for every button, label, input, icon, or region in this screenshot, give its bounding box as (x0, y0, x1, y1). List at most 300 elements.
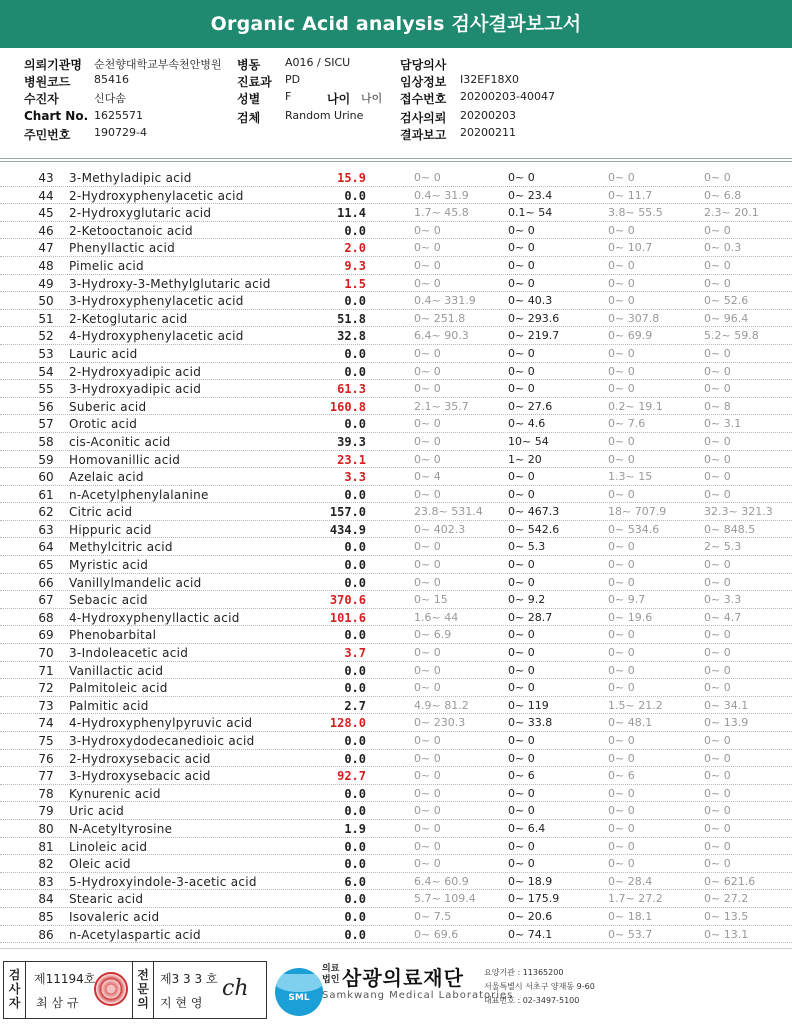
reference-range-2: 0~ 293.6 (508, 311, 560, 325)
reference-range-1: 0.4~ 331.9 (414, 294, 476, 308)
receipt-label: 접수번호 (400, 92, 447, 106)
reference-range-3: 0~ 0 (608, 839, 635, 853)
row-number: 82 (38, 857, 54, 872)
reference-range-3: 1.7~ 27.2 (608, 892, 663, 906)
result-value: 6.0 (344, 874, 366, 889)
reference-range-1: 0~ 0 (414, 646, 441, 660)
row-number: 74 (38, 716, 54, 731)
result-value: 1.5 (344, 276, 366, 291)
compound-name: Linoleic acid (69, 839, 148, 854)
org-contact (484, 966, 595, 1008)
reference-range-1: 1.7~ 45.8 (414, 206, 469, 220)
table-row (0, 644, 792, 662)
reference-range-4: 0~ 3.1 (704, 417, 742, 431)
reference-range-3: 1.3~ 15 (608, 470, 653, 484)
table-row (0, 451, 792, 469)
reference-range-1: 0.4~ 31.9 (414, 188, 469, 202)
reference-range-2: 0~ 0 (508, 470, 535, 484)
compound-name: Azelaic acid (69, 470, 144, 485)
row-number: 52 (38, 329, 54, 344)
reference-range-2: 0~ 5.3 (508, 540, 546, 554)
signature-box (3, 961, 267, 1019)
result-value: 92.7 (337, 769, 366, 784)
reference-range-4: 0~ 13.1 (704, 927, 749, 941)
result-value: 23.1 (337, 452, 366, 467)
reference-range-2: 0~ 119 (508, 698, 549, 712)
reference-range-1: 0~ 69.6 (414, 927, 459, 941)
reference-range-3: 0~ 0 (608, 751, 635, 765)
row-number: 80 (38, 821, 54, 836)
patient-label: 수진자 (24, 92, 59, 106)
table-row (0, 574, 792, 592)
reference-range-1: 0~ 0 (414, 417, 441, 431)
reference-range-4: 0~ 0 (704, 786, 731, 800)
compound-name: n-Acetylaspartic acid (69, 927, 201, 942)
result-value: 51.8 (337, 311, 366, 326)
reference-range-3: 0~ 0 (608, 786, 635, 800)
reference-range-4: 0~ 0 (704, 821, 731, 835)
header-divider-2 (0, 161, 792, 162)
reference-range-4: 0~ 8 (704, 399, 731, 413)
reference-range-3: 0~ 10.7 (608, 241, 653, 255)
table-row (0, 292, 792, 310)
compound-name: Stearic acid (69, 892, 144, 907)
reference-range-4: 0~ 96.4 (704, 311, 749, 325)
reference-range-4: 0~ 0 (704, 258, 731, 272)
table-row (0, 239, 792, 257)
org-name: 삼광의료재단 (342, 966, 464, 990)
reference-range-4: 0~ 0 (704, 734, 731, 747)
signature-mark: ch (222, 976, 249, 1001)
row-number: 70 (38, 646, 54, 661)
table-row (0, 873, 792, 891)
row-number: 78 (38, 786, 54, 801)
table-row (0, 591, 792, 609)
table-row (0, 415, 792, 433)
reference-range-3: 0~ 0 (608, 681, 635, 695)
reference-range-3: 0~ 0 (608, 734, 635, 747)
table-row (0, 679, 792, 697)
row-number: 49 (38, 276, 54, 291)
reference-range-1: 0~ 0 (414, 734, 441, 747)
reference-range-1: 0~ 0 (414, 434, 441, 448)
reference-range-2: 0~ 0 (508, 223, 535, 237)
reference-range-1: 0~ 0 (414, 575, 441, 589)
reference-range-3: 0~ 48.1 (608, 716, 653, 730)
row-number: 46 (38, 223, 54, 238)
reference-range-3: 0~ 0 (608, 364, 635, 378)
reference-range-1: 0~ 0 (414, 346, 441, 360)
reference-range-2: 0~ 28.7 (508, 610, 553, 624)
reference-range-2: 0~ 467.3 (508, 505, 560, 519)
reference-range-2: 0~ 0 (508, 734, 535, 747)
result-value: 157.0 (329, 505, 366, 520)
reference-range-4: 0~ 27.2 (704, 892, 749, 906)
row-number: 56 (38, 399, 54, 414)
reference-range-3: 0~ 18.1 (608, 909, 653, 923)
code-label: 병원코드 (24, 75, 71, 89)
compound-name: Palmitoleic acid (69, 681, 168, 696)
result-table (0, 169, 792, 943)
reference-range-4: 0~ 0 (704, 628, 731, 642)
reference-range-4: 0~ 13.9 (704, 716, 749, 730)
table-row (0, 855, 792, 873)
reference-range-2: 0~ 20.6 (508, 909, 553, 923)
row-number: 59 (38, 452, 54, 467)
result-value: 0.0 (344, 734, 366, 748)
reference-range-3: 0~ 0 (608, 171, 635, 184)
reference-range-4: 5.2~ 59.8 (704, 329, 759, 343)
result-value: 0.0 (344, 663, 366, 678)
compound-name: 3-Hydroxy-3-Methylglutaric acid (69, 276, 271, 291)
compound-name: 2-Hydroxyphenylacetic acid (69, 188, 244, 203)
compound-name: 3-Methyladipic acid (69, 171, 192, 185)
reference-range-1: 0~ 0 (414, 821, 441, 835)
table-row (0, 838, 792, 856)
row-number: 44 (38, 188, 54, 203)
compound-name: Kynurenic acid (69, 786, 161, 801)
compound-name: Methylcitric acid (69, 540, 173, 555)
specialist-label: 전문의 (132, 962, 154, 1018)
compound-name: 2-Ketoglutaric acid (69, 311, 188, 326)
reference-range-2: 0~ 18.9 (508, 874, 553, 888)
reference-range-2: 0~ 0 (508, 804, 535, 818)
compound-name: Oleic acid (69, 857, 131, 872)
reference-range-3: 0~ 0 (608, 558, 635, 572)
hospital-value: 순천향대학교부속천안병원 (94, 58, 222, 71)
age-value: 나이 (361, 92, 383, 105)
compound-name: Vanillylmandelic acid (69, 575, 202, 590)
reference-range-2: 0~ 0 (508, 663, 535, 677)
result-value: 1.9 (344, 821, 366, 836)
reference-range-3: 0~ 307.8 (608, 311, 660, 325)
reference-range-3: 0~ 0 (608, 434, 635, 448)
reference-range-4: 0~ 0 (704, 470, 731, 484)
reference-range-4: 0~ 0 (704, 646, 731, 660)
doctor-label: 담당의사 (400, 58, 447, 72)
row-number: 57 (38, 417, 54, 432)
table-row (0, 890, 792, 908)
table-row (0, 363, 792, 381)
reference-range-2: 0~ 23.4 (508, 188, 553, 202)
result-value: 32.8 (337, 329, 366, 344)
reference-range-4: 0~ 34.1 (704, 698, 749, 712)
result-value: 0.0 (344, 417, 366, 432)
reference-range-3: 0~ 19.6 (608, 610, 653, 624)
result-value: 0.0 (344, 892, 366, 907)
reference-range-2: 10~ 54 (508, 434, 549, 448)
org-address: 서울특별시 서초구 양재동 9-60 (484, 982, 595, 991)
row-number: 81 (38, 839, 54, 854)
report-footer (0, 958, 792, 1026)
row-number: 50 (38, 294, 54, 309)
compound-name: 2-Hydroxysebacic acid (69, 751, 211, 766)
reference-range-1: 0~ 0 (414, 839, 441, 853)
table-row (0, 521, 792, 539)
table-row (0, 538, 792, 556)
reference-range-2: 0~ 6.4 (508, 821, 546, 835)
reference-range-4: 0~ 6.8 (704, 188, 742, 202)
compound-name: 4-Hydroxyphenylacetic acid (69, 329, 244, 344)
reference-range-3: 0~ 0 (608, 857, 635, 871)
row-number: 86 (38, 927, 54, 942)
compound-name: 4-Hydroxyphenyllactic acid (69, 610, 240, 625)
result-value: 9.3 (344, 258, 366, 273)
row-number: 84 (38, 892, 54, 907)
compound-name: Myristic acid (69, 558, 149, 573)
reference-range-1: 2.1~ 35.7 (414, 399, 469, 413)
row-number: 68 (38, 610, 54, 625)
regno-value: 190729-4 (94, 126, 147, 139)
reference-range-4: 0~ 3.3 (704, 593, 742, 607)
table-row (0, 802, 792, 820)
reference-range-1: 0~ 0 (414, 258, 441, 272)
reference-range-4: 2.3~ 20.1 (704, 206, 759, 220)
org-code: 요양기관 : 11365200 (484, 968, 564, 977)
reference-range-1: 6.4~ 60.9 (414, 874, 469, 888)
reference-range-4: 0~ 0 (704, 663, 731, 677)
reference-range-1: 0~ 0 (414, 786, 441, 800)
reference-range-4: 0~ 0 (704, 487, 731, 501)
row-number: 63 (38, 522, 54, 537)
result-value: 370.6 (329, 593, 366, 608)
result-value: 101.6 (329, 610, 366, 625)
org-phone: 대표번호 : 02-3497-5100 (484, 996, 580, 1005)
row-number: 55 (38, 382, 54, 397)
reference-range-2: 0~ 40.3 (508, 294, 553, 308)
reference-range-2: 0~ 0 (508, 241, 535, 255)
row-number: 69 (38, 628, 54, 643)
result-value: 0.0 (344, 804, 366, 819)
compound-name: 2-Hydroxyadipic acid (69, 364, 202, 379)
compound-name: 3-Indoleacetic acid (69, 646, 189, 661)
row-number: 77 (38, 769, 54, 784)
table-row (0, 750, 792, 768)
reference-range-3: 0~ 0 (608, 223, 635, 237)
result-value: 128.0 (329, 716, 366, 731)
reference-range-2: 0~ 0 (508, 575, 535, 589)
reference-range-3: 0~ 28.4 (608, 874, 653, 888)
table-row (0, 785, 792, 803)
reference-range-4: 2~ 5.3 (704, 540, 742, 554)
ward-value: A016 / SICU (285, 56, 351, 69)
compound-name: Pimelic acid (69, 258, 144, 273)
reference-range-4: 0~ 0 (704, 452, 731, 466)
reference-range-1: 0~ 0 (414, 751, 441, 765)
row-number: 53 (38, 346, 54, 361)
ward-label: 병동 (237, 58, 261, 72)
reference-range-2: 0~ 33.8 (508, 716, 553, 730)
reference-range-2: 0~ 0 (508, 681, 535, 695)
reference-range-2: 0~ 219.7 (508, 329, 560, 343)
compound-name: 3-Hydroxyphenylacetic acid (69, 294, 244, 309)
reference-range-3: 3.8~ 55.5 (608, 206, 663, 220)
patient-info (24, 56, 784, 143)
result-value: 0.0 (344, 487, 366, 502)
table-row (0, 503, 792, 521)
receipt-value: 20200203-40047 (460, 90, 555, 103)
compound-name: Palmitic acid (69, 698, 149, 713)
reference-range-2: 0~ 0 (508, 276, 535, 290)
row-number: 47 (38, 241, 54, 256)
reference-range-3: 0~ 0 (608, 540, 635, 554)
reference-range-1: 0~ 7.5 (414, 909, 452, 923)
reference-range-4: 32.3~ 321.3 (704, 505, 773, 519)
reference-range-3: 0~ 0 (608, 258, 635, 272)
reference-range-3: 0~ 0 (608, 452, 635, 466)
row-number: 51 (38, 311, 54, 326)
compound-name: 3-Hydroxyadipic acid (69, 382, 202, 397)
reference-range-1: 0~ 0 (414, 540, 441, 554)
reference-range-3: 1.5~ 21.2 (608, 698, 663, 712)
reference-range-4: 0~ 0 (704, 382, 731, 396)
compound-name: Uric acid (69, 804, 125, 819)
row-number: 64 (38, 540, 54, 555)
reference-range-3: 18~ 707.9 (608, 505, 667, 519)
report-title: Organic Acid analysis 검사결과보고서 (0, 0, 792, 48)
reference-range-4: 0~ 0 (704, 171, 731, 184)
row-number: 67 (38, 593, 54, 608)
sex-value: F (285, 90, 292, 103)
org-type: 의료법인 (322, 964, 340, 985)
compound-name: Orotic acid (69, 417, 138, 432)
reference-range-4: 0~ 0 (704, 575, 731, 589)
table-row (0, 767, 792, 785)
table-row (0, 820, 792, 838)
result-value: 0.0 (344, 558, 366, 573)
reference-range-4: 0~ 52.6 (704, 294, 749, 308)
row-number: 48 (38, 258, 54, 273)
reference-range-1: 0~ 6.9 (414, 628, 452, 642)
result-value: 0.0 (344, 927, 366, 942)
reference-range-2: 0~ 0 (508, 857, 535, 871)
compound-name: n-Acetylphenylalanine (69, 487, 209, 502)
table-row (0, 275, 792, 293)
reference-range-2: 0~ 0 (508, 487, 535, 501)
reference-range-4: 0~ 0 (704, 751, 731, 765)
reference-range-4: 0~ 0 (704, 681, 731, 695)
table-row (0, 398, 792, 416)
row-number: 43 (38, 171, 54, 185)
reference-range-3: 0~ 11.7 (608, 188, 653, 202)
reference-range-2: 0~ 175.9 (508, 892, 560, 906)
table-row (0, 714, 792, 732)
reference-range-3: 0~ 0 (608, 487, 635, 501)
reference-range-4: 0~ 13.5 (704, 909, 749, 923)
result-value: 3.3 (344, 470, 366, 485)
table-row (0, 257, 792, 275)
result-value: 0.0 (344, 681, 366, 696)
compound-name: 3-Hydroxysebacic acid (69, 769, 211, 784)
table-row (0, 327, 792, 345)
report-label: 결과보고 (400, 128, 447, 142)
reference-range-2: 0.1~ 54 (508, 206, 553, 220)
result-value: 15.9 (337, 171, 366, 185)
result-value: 2.7 (344, 698, 366, 713)
reference-range-1: 0~ 0 (414, 364, 441, 378)
logo-text: SML (288, 993, 310, 1003)
dept-value: PD (285, 73, 301, 86)
compound-name: Phenobarbital (69, 628, 157, 643)
reference-range-2: 0~ 0 (508, 646, 535, 660)
compound-name: 5-Hydroxyindole-3-acetic acid (69, 874, 257, 889)
reference-range-3: 0~ 534.6 (608, 522, 660, 536)
reference-range-4: 0~ 848.5 (704, 522, 756, 536)
table-row (0, 310, 792, 328)
reference-range-1: 4.9~ 81.2 (414, 698, 469, 712)
reference-range-3: 0~ 0 (608, 294, 635, 308)
reference-range-3: 0~ 6 (608, 769, 635, 783)
reference-range-1: 1.6~ 44 (414, 610, 459, 624)
row-number: 66 (38, 575, 54, 590)
reference-range-3: 0~ 7.6 (608, 417, 646, 431)
compound-name: N-Acetyltyrosine (69, 821, 173, 836)
reference-range-4: 0~ 0 (704, 364, 731, 378)
row-number: 73 (38, 698, 54, 713)
result-value: 0.0 (344, 346, 366, 361)
compound-name: Hippuric acid (69, 522, 152, 537)
seal-stamp (94, 972, 128, 1006)
reference-range-4: 0~ 0 (704, 769, 731, 783)
result-value: 61.3 (337, 382, 366, 397)
reference-range-3: 0~ 0 (608, 575, 635, 589)
footer-divider (0, 948, 792, 949)
table-row (0, 169, 792, 187)
table-row (0, 662, 792, 680)
table-row (0, 556, 792, 574)
result-value: 0.0 (344, 909, 366, 924)
reference-range-2: 0~ 0 (508, 382, 535, 396)
row-number: 60 (38, 470, 54, 485)
reference-range-1: 0~ 0 (414, 452, 441, 466)
row-number: 76 (38, 751, 54, 766)
chart-value: 1625571 (94, 109, 143, 122)
reference-range-1: 0~ 251.8 (414, 311, 466, 325)
reference-range-2: 0~ 9.2 (508, 593, 546, 607)
reference-range-3: 0~ 9.7 (608, 593, 646, 607)
row-number: 79 (38, 804, 54, 819)
reference-range-1: 0~ 0 (414, 857, 441, 871)
result-value: 3.7 (344, 646, 366, 661)
reference-range-4: 0~ 621.6 (704, 874, 756, 888)
reference-range-1: 5.7~ 109.4 (414, 892, 476, 906)
row-number: 75 (38, 734, 54, 748)
reference-range-2: 0~ 0 (508, 364, 535, 378)
compound-name: Lauric acid (69, 346, 138, 361)
reference-range-4: 0~ 0 (704, 558, 731, 572)
reference-range-4: 0~ 0 (704, 857, 731, 871)
reference-range-2: 0~ 0 (508, 171, 535, 184)
table-row (0, 626, 792, 644)
result-value: 39.3 (337, 434, 366, 449)
reference-range-1: 0~ 0 (414, 276, 441, 290)
table-row (0, 187, 792, 205)
reference-range-4: 0~ 4.7 (704, 610, 742, 624)
reference-range-3: 0~ 0 (608, 663, 635, 677)
reference-range-3: 0.2~ 19.1 (608, 399, 663, 413)
patient-value: 신다솜 (94, 92, 126, 105)
reference-range-3: 0~ 0 (608, 804, 635, 818)
reference-range-4: 0~ 0 (704, 346, 731, 360)
row-number: 85 (38, 909, 54, 924)
reference-range-2: 0~ 0 (508, 628, 535, 642)
reference-range-2: 0~ 0 (508, 839, 535, 853)
compound-name: Vanillactic acid (69, 663, 164, 678)
examiner-label: 검사자 (4, 962, 26, 1018)
compound-name: Sebacic acid (69, 593, 148, 608)
reference-range-2: 0~ 0 (508, 786, 535, 800)
table-row (0, 609, 792, 627)
